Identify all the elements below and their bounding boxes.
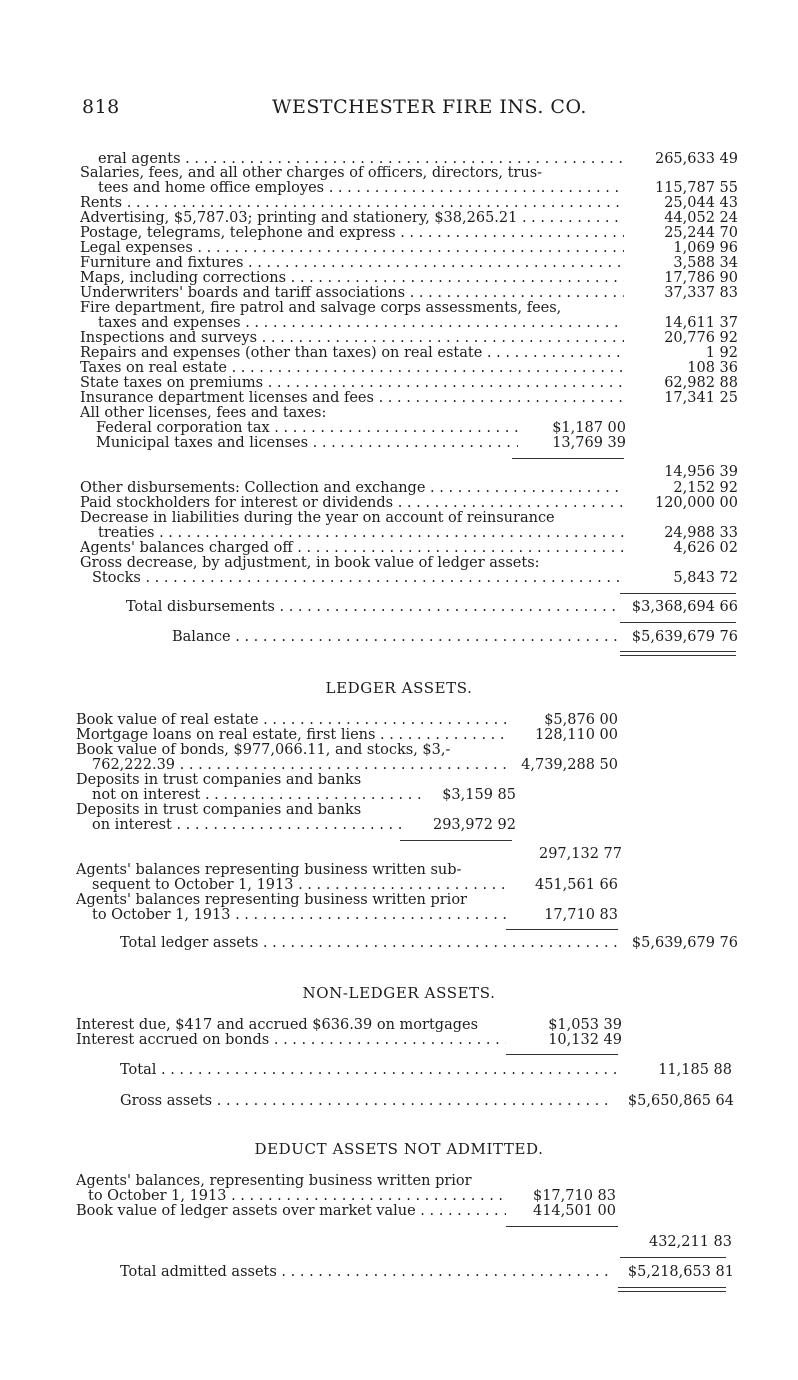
not-admitted-subtotal-row: 432,211 83 bbox=[648, 1235, 732, 1250]
other-disbursement-row: Paid stockholders for interest or dividends . . . 120,000 00 bbox=[80, 496, 738, 511]
total-disbursements-rule bbox=[620, 593, 736, 594]
disbursement-amount: 14,611 37 bbox=[664, 316, 738, 331]
ledger-row: Deposits in trust companies and banks bbox=[76, 803, 362, 818]
disbursement-amount: 265,633 49 bbox=[654, 152, 738, 167]
ledger-row: Book value of real estate . . . $5,876 00 bbox=[76, 713, 622, 728]
non-ledger-total-row: Total . . . 11,185 88 bbox=[120, 1063, 732, 1078]
disbursement-row bbox=[80, 271, 738, 286]
total-admitted-rule bbox=[620, 1257, 726, 1258]
disbursement-row bbox=[80, 226, 738, 241]
disbursement-amount: 20,776 92 bbox=[664, 331, 738, 346]
ledger-row: Agents' balances representing business written prior bbox=[76, 893, 467, 908]
non-ledger-row: Interest accrued on bonds . . . 10,132 49 bbox=[76, 1033, 622, 1048]
total-admitted-double-rule bbox=[618, 1287, 726, 1288]
ledger-row: on interest . . . 293,972 92 bbox=[92, 818, 516, 833]
disbursement-amount: 17,786 90 bbox=[664, 271, 738, 286]
disbursement-row bbox=[80, 196, 738, 211]
disbursement-amount: 37,337 83 bbox=[664, 286, 738, 301]
page-number: 818 bbox=[82, 96, 120, 118]
other-disbursement-row: Agents' balances charged off . . . 4,626 02 bbox=[80, 541, 738, 556]
disbursement-row bbox=[98, 181, 738, 196]
disbursement-amount: 25,244 70 bbox=[664, 226, 738, 241]
balance-rule bbox=[620, 622, 736, 623]
balance-double-rule bbox=[620, 655, 736, 656]
other-disbursement-row: Other disbursements: Collection and exchange . . . 2,152 92 bbox=[80, 481, 738, 496]
non-ledger-row: Interest due, $417 and accrued $636.39 on mortgages $1,053 39 bbox=[76, 1018, 622, 1033]
ledger-assets-heading: LEDGER ASSETS. bbox=[325, 679, 473, 697]
other-disbursement-row: Stocks . . . 5,843 72 bbox=[92, 571, 738, 586]
disbursement-label: Rents . . . bbox=[80, 196, 624, 211]
disbursement-amount: 25,044 43 bbox=[664, 196, 738, 211]
total-admitted-double-rule bbox=[618, 1291, 726, 1292]
disbursement-label: Inspections and surveys . . . bbox=[80, 331, 624, 346]
ledger-row: 762,222.39 . . . 4,739,288 50 bbox=[92, 758, 622, 773]
ledger-row: Book value of bonds, $977,066.11, and stocks, $3,- bbox=[76, 743, 451, 758]
ledger-row: Mortgage loans on real estate, first liens . . . 128,110 00 bbox=[76, 728, 622, 743]
disbursement-row bbox=[80, 211, 738, 226]
ledger-total-rule bbox=[506, 929, 618, 930]
disbursement-amount: 1 92 bbox=[705, 346, 738, 361]
disbursement-row bbox=[80, 256, 738, 271]
ledger-row: not on interest . . . $3,159 85 bbox=[92, 788, 516, 803]
disbursement-row bbox=[80, 391, 738, 406]
disbursement-label: Advertising, $5,787.03; printing and stationery, $38,265.21 . . . bbox=[80, 211, 624, 226]
deposits-subtotal-rule bbox=[400, 840, 512, 841]
ledger-row: to October 1, 1913 . . . 17,710 83 bbox=[92, 908, 622, 923]
disbursement-label: Taxes on real estate . . . bbox=[80, 361, 624, 376]
not-admitted-heading: DEDUCT ASSETS NOT ADMITTED. bbox=[254, 1140, 544, 1158]
disbursement-row bbox=[80, 286, 738, 301]
running-title: WESTCHESTER FIRE INS. CO. bbox=[272, 96, 587, 118]
disbursement-amount: 17,341 25 bbox=[664, 391, 738, 406]
ledger-row: Agents' balances representing business written sub- bbox=[76, 863, 462, 878]
not-admitted-row: Agents' balances, representing business written prior bbox=[76, 1174, 472, 1189]
not-admitted-row: Book value of ledger assets over market value . . . 414,501 00 bbox=[76, 1204, 622, 1219]
other-licenses-heading: All other licenses, fees and taxes: bbox=[80, 406, 327, 421]
not-admitted-row: to October 1, 1913 . . . $17,710 83 bbox=[88, 1189, 622, 1204]
total-admitted-assets-row: Total admitted assets . . . $5,218,653 81 bbox=[120, 1265, 734, 1280]
disbursement-label: tees and home office employes . . . bbox=[98, 181, 624, 196]
ledger-row: Deposits in trust companies and banks bbox=[76, 773, 362, 788]
disbursement-label: Insurance department licenses and fees . . . bbox=[80, 391, 624, 406]
not-admitted-subtotal-rule bbox=[506, 1226, 618, 1227]
disbursement-label: Legal expenses . . . bbox=[80, 241, 624, 256]
disbursement-row bbox=[80, 346, 738, 361]
disbursement-row bbox=[80, 301, 738, 316]
disbursement-label: taxes and expenses . . . bbox=[98, 316, 624, 331]
disbursement-label: Furniture and fixtures . . . bbox=[80, 256, 624, 271]
disbursement-row bbox=[98, 152, 738, 167]
disbursement-label: Maps, including corrections . . . bbox=[80, 271, 624, 286]
licenses-subtotal-rule bbox=[512, 458, 624, 459]
disbursement-label: eral agents . . . bbox=[98, 152, 624, 167]
disbursement-label: Salaries, fees, and all other charges of officers, directors, trus- bbox=[80, 166, 543, 181]
non-ledger-assets-heading: NON-LEDGER ASSETS. bbox=[302, 984, 496, 1002]
disbursement-row bbox=[98, 316, 738, 331]
ledger-row: sequent to October 1, 1913 . . . 451,561 66 bbox=[92, 878, 622, 893]
disbursement-label: Repairs and expenses (other than taxes) on real estate . . . bbox=[80, 346, 624, 361]
non-ledger-total-rule bbox=[506, 1054, 618, 1055]
gross-assets-row: Gross assets . . . $5,650,865 64 bbox=[120, 1094, 734, 1109]
disbursement-amount: 1,069 96 bbox=[673, 241, 738, 256]
disbursement-row bbox=[80, 331, 738, 346]
total-ledger-assets-row: Total ledger assets . . . $5,639,679 76 bbox=[120, 936, 738, 951]
deposits-subtotal-row: 297,132 77 bbox=[538, 847, 622, 862]
disbursement-label: State taxes on premiums . . . bbox=[80, 376, 624, 391]
disbursement-row bbox=[80, 361, 738, 376]
licenses-subtotal-row: 14,956 39 bbox=[664, 465, 738, 480]
disbursement-row bbox=[80, 166, 738, 181]
disbursement-label: Postage, telegrams, telephone and express . . . bbox=[80, 226, 624, 241]
disbursement-amount: 3,588 34 bbox=[673, 256, 738, 271]
total-disbursements-row: Total disbursements . . . $3,368,694 66 bbox=[126, 600, 738, 615]
other-disbursement-row: Decrease in liabilities during the year on account of reinsurance bbox=[80, 511, 555, 526]
disbursement-amount: 108 36 bbox=[687, 361, 738, 376]
balance-double-rule bbox=[620, 651, 736, 652]
municipal-tax-row: Municipal taxes and licenses . . . 13,769 39 bbox=[96, 436, 626, 451]
disbursement-label: Underwriters' boards and tariff associations . . . bbox=[80, 286, 624, 301]
disbursement-amount: 44,052 24 bbox=[664, 211, 738, 226]
disbursement-label: Fire department, fire patrol and salvage corps assessments, fees, bbox=[80, 301, 562, 316]
disbursement-row bbox=[80, 241, 738, 256]
disbursement-row bbox=[80, 376, 738, 391]
disbursement-amount: 62,982 88 bbox=[664, 376, 738, 391]
disbursement-amount: 115,787 55 bbox=[654, 181, 738, 196]
other-disbursement-row: Gross decrease, by adjustment, in book value of ledger assets: bbox=[80, 556, 540, 571]
other-disbursement-row: treaties . . . 24,988 33 bbox=[98, 526, 738, 541]
federal-tax-row: Federal corporation tax . . . $1,187 00 bbox=[96, 421, 626, 436]
balance-row: Balance . . . $5,639,679 76 bbox=[172, 630, 738, 645]
